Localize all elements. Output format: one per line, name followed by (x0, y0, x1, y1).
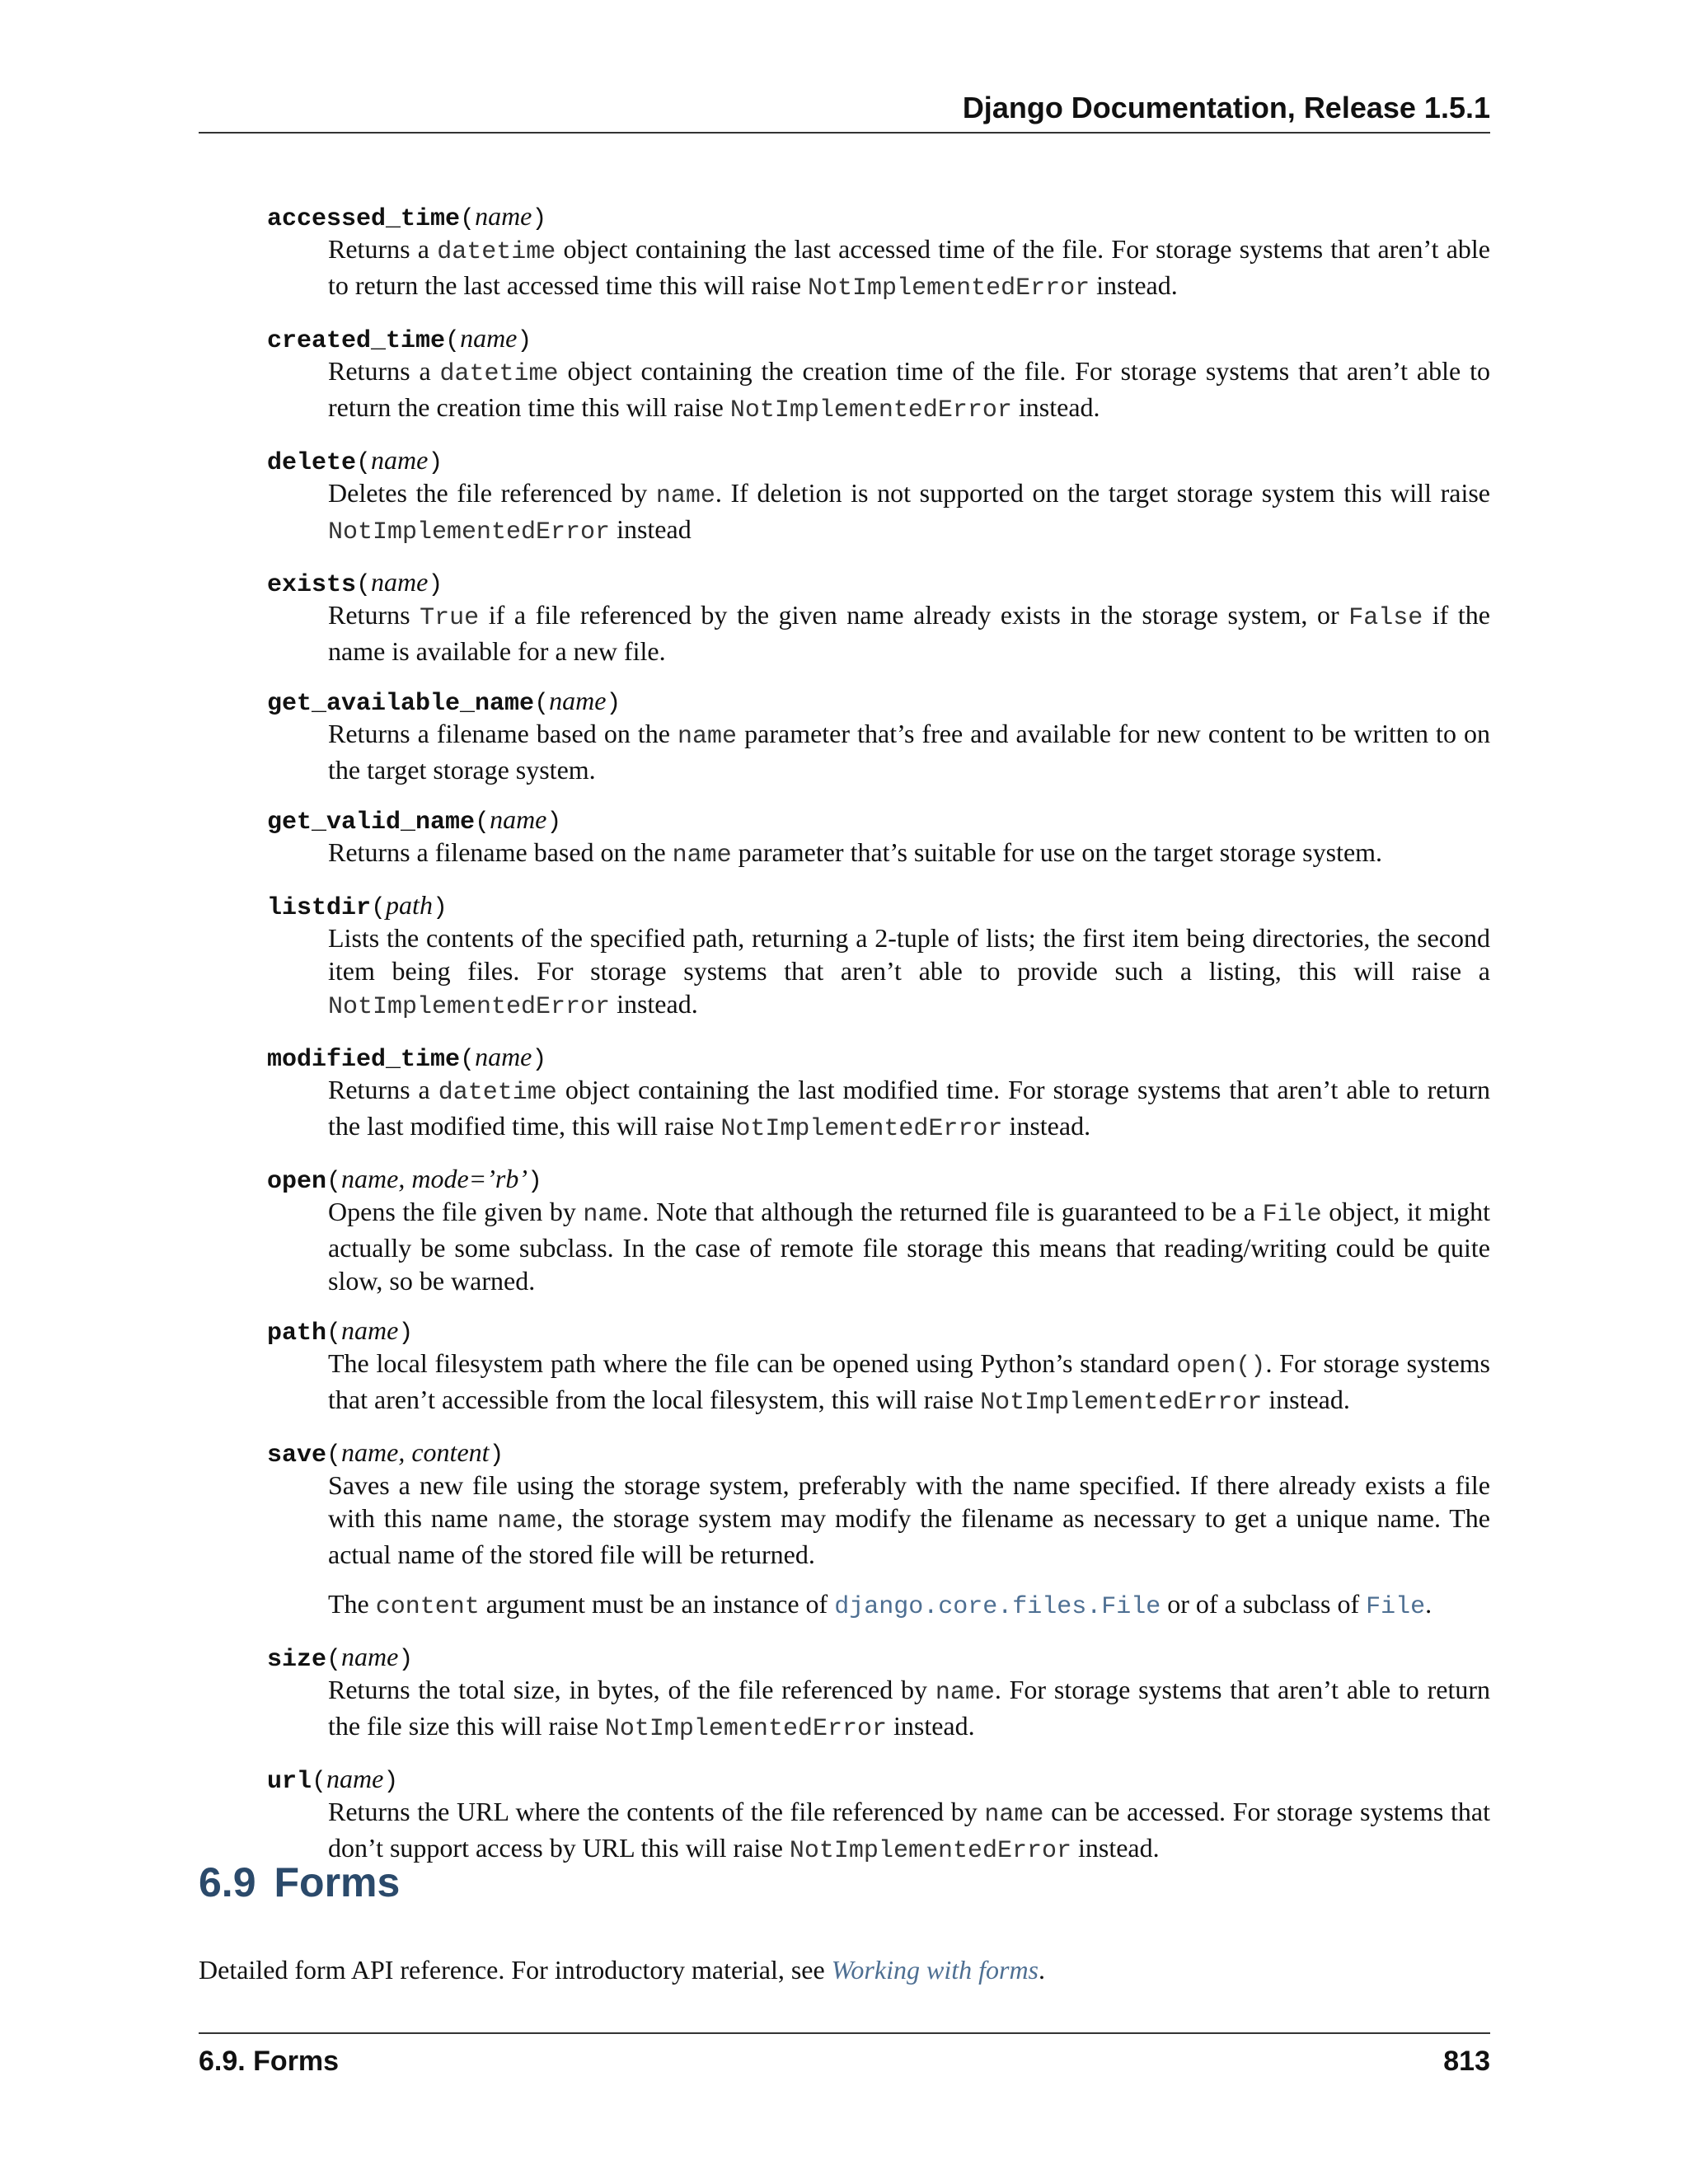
method-params: name (326, 1764, 384, 1793)
inline-code: NotImplementedError (789, 1837, 1071, 1865)
page-footer (199, 2032, 1490, 2083)
section-intro (199, 1953, 1490, 1986)
method-description (328, 1469, 1490, 1624)
close-paren: ) (432, 894, 448, 922)
code-link[interactable]: File (1366, 1593, 1426, 1621)
method-name: exists (267, 571, 357, 599)
inline-code: NotImplementedError (980, 1389, 1263, 1417)
inline-code: name (583, 1201, 643, 1229)
close-paren: ) (532, 1046, 547, 1074)
method-signature (267, 1314, 1490, 1347)
method-entry (267, 199, 1490, 305)
method-name: get_valid_name (267, 808, 476, 837)
close-paren: ) (489, 1441, 504, 1469)
inline-code: name (497, 1507, 557, 1535)
method-entry (267, 1162, 1490, 1297)
running-title: Django Documentation, Release 1.5.1 (962, 91, 1490, 124)
method-description (328, 921, 1490, 1024)
method-entry (267, 565, 1490, 668)
open-paren: ( (326, 1168, 342, 1196)
description-paragraph: Returns True if a file referenced by the given name already exists in the storage system, or False if the name is available for a new file. (328, 600, 1491, 666)
method-description (328, 1347, 1490, 1419)
open-paren: ( (356, 571, 372, 599)
description-paragraph: Opens the file given by name. Note that although the returned file is guaranteed to be a File object, it might actually be some subclass. In the case of remote file storage this means that reading/writing could be quite slow, so be warned. (328, 1197, 1491, 1296)
open-paren: ( (445, 327, 461, 355)
method-description (328, 354, 1490, 427)
method-params: path (386, 890, 433, 920)
method-signature (267, 684, 1490, 717)
open-paren: ( (534, 690, 550, 718)
method-entry (267, 803, 1490, 872)
method-params: name (341, 1642, 399, 1671)
method-params: name (475, 1042, 532, 1071)
inline-code: datetime (439, 360, 559, 388)
section-title: Forms (274, 1859, 401, 1905)
method-signature (267, 565, 1490, 598)
method-params: name, content (341, 1437, 490, 1467)
description-paragraph: Returns a datetime object containing the creation time of the file. For storage systems that aren’t able to return the creation time this will raise NotImplementedError instead. (328, 356, 1490, 424)
method-signature (267, 803, 1490, 836)
inline-code: NotImplementedError (720, 1115, 1003, 1143)
working-with-forms-link[interactable]: Working with forms (831, 1955, 1039, 1985)
intro-text: Detailed form API reference. For introductory material, see (199, 1955, 832, 1985)
inline-code: datetime (437, 238, 556, 266)
method-name: listdir (267, 894, 372, 922)
method-params: name (475, 201, 532, 231)
inline-code: name (678, 723, 738, 751)
method-signature (267, 888, 1490, 921)
method-description (328, 836, 1490, 872)
inline-code: name (672, 841, 732, 869)
method-entry (267, 1640, 1490, 1746)
open-paren: ( (312, 1768, 327, 1796)
open-paren: ( (326, 1319, 342, 1347)
method-params: name (549, 686, 607, 715)
description-paragraph: Returns the URL where the contents of the file referenced by name can be accessed. For storage systems that don’t support access by URL this will raise NotImplementedError instead. (328, 1797, 1491, 1865)
method-signature (267, 199, 1490, 232)
method-name: save (267, 1441, 327, 1469)
close-paren: ) (383, 1768, 399, 1796)
method-signature (267, 321, 1490, 354)
method-signature (267, 1162, 1490, 1195)
method-entry (267, 888, 1490, 1024)
method-name: accessed_time (267, 205, 461, 233)
open-paren: ( (356, 449, 372, 477)
method-name: size (267, 1646, 327, 1674)
method-name: get_available_name (267, 690, 535, 718)
close-paren: ) (546, 808, 562, 837)
close-paren: ) (428, 449, 443, 477)
method-entry (267, 321, 1490, 427)
inline-code: content (375, 1593, 480, 1621)
method-entry (267, 1436, 1490, 1624)
method-description (328, 1795, 1490, 1868)
close-paren: ) (532, 205, 547, 233)
method-params: name (490, 804, 547, 834)
inline-code: NotImplementedError (328, 993, 611, 1021)
open-paren: ( (371, 894, 387, 922)
close-paren: ) (517, 327, 532, 355)
method-description (328, 232, 1490, 305)
inline-code: name (655, 482, 715, 510)
description-paragraph: Returns the total size, in bytes, of the file referenced by name. For storage systems that aren’t able to return the file size this will raise NotImplementedError instead. (328, 1675, 1491, 1743)
method-description (328, 598, 1490, 668)
method-params: name (371, 445, 429, 475)
method-entry (267, 1314, 1490, 1419)
inline-code: NotImplementedError (328, 518, 611, 546)
method-entry (267, 443, 1490, 549)
method-description (328, 717, 1490, 786)
inline-code: name (935, 1679, 995, 1707)
method-name: modified_time (267, 1046, 461, 1074)
method-signature (267, 1762, 1490, 1795)
method-description (328, 1195, 1490, 1297)
description-paragraph: Returns a filename based on the name parameter that’s free and available for new content to be written to on the target storage system. (328, 719, 1491, 785)
method-params: name (371, 567, 429, 597)
inline-code: File (1262, 1201, 1322, 1229)
close-paren: ) (606, 690, 621, 718)
inline-code: open() (1176, 1352, 1266, 1380)
intro-end: . (1039, 1955, 1045, 1985)
page-header (199, 91, 1490, 134)
open-paren: ( (326, 1441, 342, 1469)
close-paren: ) (528, 1168, 543, 1196)
description-paragraph: Returns a filename based on the name parameter that’s suitable for use on the target storage system. (328, 837, 1383, 869)
section-number: 6.9 (199, 1859, 256, 1905)
open-paren: ( (460, 1046, 476, 1074)
inline-code: NotImplementedError (729, 396, 1012, 424)
method-description (328, 476, 1490, 549)
open-paren: ( (475, 808, 490, 837)
method-entry (267, 1040, 1490, 1146)
open-paren: ( (326, 1646, 342, 1674)
inline-code: name (984, 1801, 1044, 1829)
method-name: delete (267, 449, 357, 477)
description-paragraph: Deletes the file referenced by name. If deletion is not supported on the target storage system this will raise NotImplementedError instead (328, 478, 1491, 546)
method-name: created_time (267, 327, 446, 355)
method-description (328, 1673, 1490, 1746)
method-signature (267, 443, 1490, 476)
method-name: url (267, 1768, 312, 1796)
method-name: open (267, 1168, 327, 1196)
inline-code: datetime (438, 1079, 557, 1107)
inline-code: True (420, 604, 480, 632)
close-paren: ) (398, 1319, 414, 1347)
code-link[interactable]: django.core.files.File (834, 1593, 1161, 1621)
method-entry (267, 1762, 1490, 1868)
method-name: path (267, 1319, 327, 1347)
method-signature (267, 1040, 1490, 1073)
description-paragraph: The content argument must be an instance of django.core.files.File or of a subclass of File. (328, 1589, 1432, 1621)
description-paragraph: Returns a datetime object containing the last accessed time of the file. For storage systems that aren’t able to return the last accessed time this will raise NotImplementedError instead. (328, 234, 1490, 302)
method-params: name, mode=’rb’ (341, 1164, 528, 1193)
close-paren: ) (398, 1646, 414, 1674)
method-signature (267, 1436, 1490, 1469)
section-heading (199, 1858, 400, 1906)
footer-section: 6.9. Forms (199, 2046, 340, 2077)
inline-code: NotImplementedError (604, 1715, 887, 1743)
description-paragraph: Returns a datetime object containing the last modified time. For storage systems that aren’t able to return the last modified time, this will raise NotImplementedError instead. (328, 1075, 1491, 1143)
page-number: 813 (1443, 2046, 1490, 2077)
description-paragraph: The local filesystem path where the file can be opened using Python’s standard open(). For storage systems that aren’t accessible from the local filesystem, this will raise NotImplementedError instead. (328, 1348, 1490, 1417)
inline-code: False (1348, 604, 1423, 632)
description-paragraph: Saves a new file using the storage system, preferably with the name specified. If there already exists a file with this name name, the storage system may modify the filename as necessary to get a unique name. The actual name of the stored file will be returned. (328, 1470, 1491, 1569)
method-params: name (341, 1315, 399, 1345)
inline-code: NotImplementedError (808, 274, 1090, 302)
method-entry (267, 684, 1490, 786)
method-signature (267, 1640, 1490, 1673)
method-description (328, 1073, 1490, 1146)
open-paren: ( (460, 205, 476, 233)
close-paren: ) (428, 571, 443, 599)
method-params: name (460, 323, 518, 353)
method-list (267, 199, 1490, 1884)
description-paragraph: Lists the contents of the specified path, returning a 2-tuple of lists; the first item being directories, the second item being files. For storage systems that aren’t able to provide such a listing, this will raise a NotImplementedError instead. (328, 923, 1490, 1021)
